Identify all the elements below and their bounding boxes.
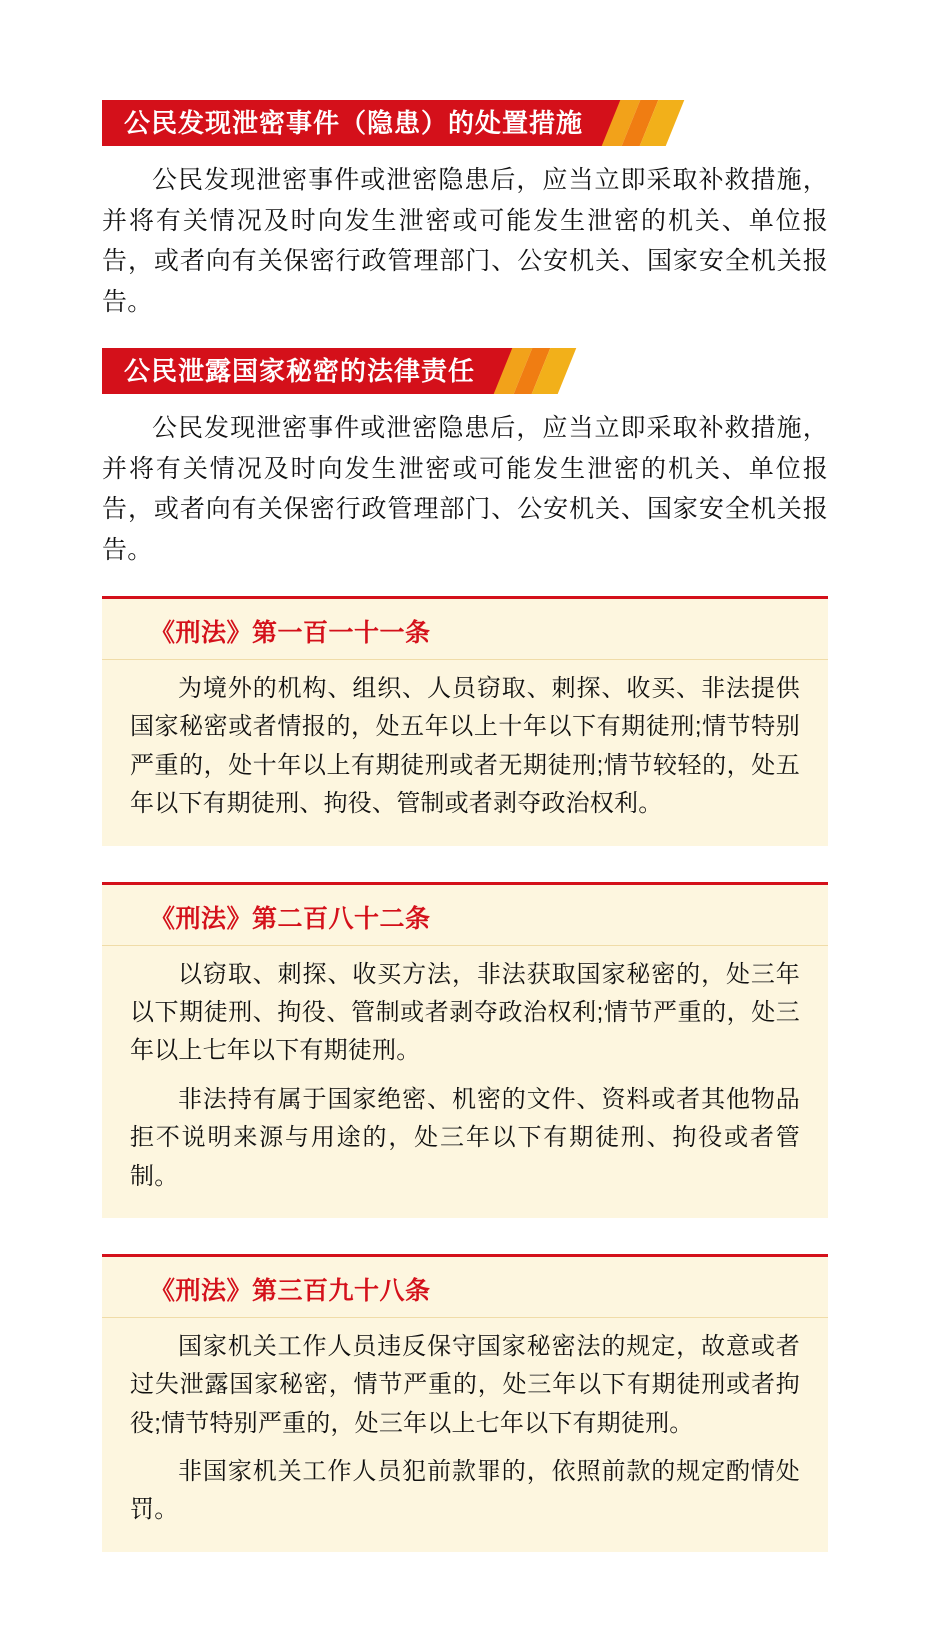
law-card-paragraph: 非国家机关工作人员犯前款罪的，依照前款的规定酌情处罚。	[130, 1458, 800, 1524]
law-card	[102, 882, 828, 1218]
law-card-paragraph: 非法持有属于国家绝密、机密的文件、资料或者其他物品拒不说明来源与用途的，处三年以下有期徒刑、拘役或者管制。	[130, 1085, 800, 1190]
section-banner-1-body	[102, 100, 601, 146]
law-card-title: 《刑法》第三百九十八条	[102, 1257, 828, 1318]
law-card	[102, 1254, 828, 1552]
banner-stripes-decoration-2	[493, 348, 567, 394]
section-heading-2: 公民泄露国家秘密的法律责任	[124, 356, 476, 386]
law-card-title: 《刑法》第二百八十二条	[102, 885, 828, 946]
law-card	[102, 596, 828, 846]
law-card-paragraph: 为境外的机构、组织、人员窃取、刺探、收买、非法提供国家秘密或者情报的，处五年以上十年以下有期徒刑;情节特别严重的，处十年以上有期徒刑或者无期徒刑;情节较轻的，处五年以下有期徒刑、拘役、管制或者剥夺政治权利。	[130, 675, 800, 818]
law-card-paragraph: 以窃取、刺探、收买方法，非法获取国家秘密的，处三年以下期徒刑、拘役、管制或者剥夺政治权利;情节严重的，处三年以上七年以下有期徒刑。	[130, 960, 800, 1065]
section-2-paragraph: 公民发现泄密事件或泄密隐患后，应当立即采取补救措施，并将有关情况及时向发生泄密或可能发生泄密的机关、单位报告，或者向有关保密行政管理部门、公安机关、国家安全机关报告。	[102, 414, 828, 564]
section-heading-1: 公民发现泄密事件（隐患）的处置措施	[124, 108, 584, 138]
law-card-paragraph: 国家机关工作人员违反保守国家秘密法的规定，故意或者过失泄露国家秘密，情节严重的，处三年以下有期徒刑或者拘役;情节特别严重的，处三年以上七年以下有期徒刑。	[130, 1332, 800, 1437]
section-banner-1	[102, 100, 870, 146]
section-1-paragraph: 公民发现泄密事件或泄密隐患后，应当立即采取补救措施，并将有关情况及时向发生泄密或可能发生泄密的机关、单位报告，或者向有关保密行政管理部门、公安机关、国家安全机关报告。	[102, 166, 828, 316]
section-banner-2	[102, 348, 870, 394]
section-banner-2-body	[102, 348, 493, 394]
banner-stripes-decoration-1	[601, 100, 675, 146]
law-card-title: 《刑法》第一百一十一条	[102, 599, 828, 660]
